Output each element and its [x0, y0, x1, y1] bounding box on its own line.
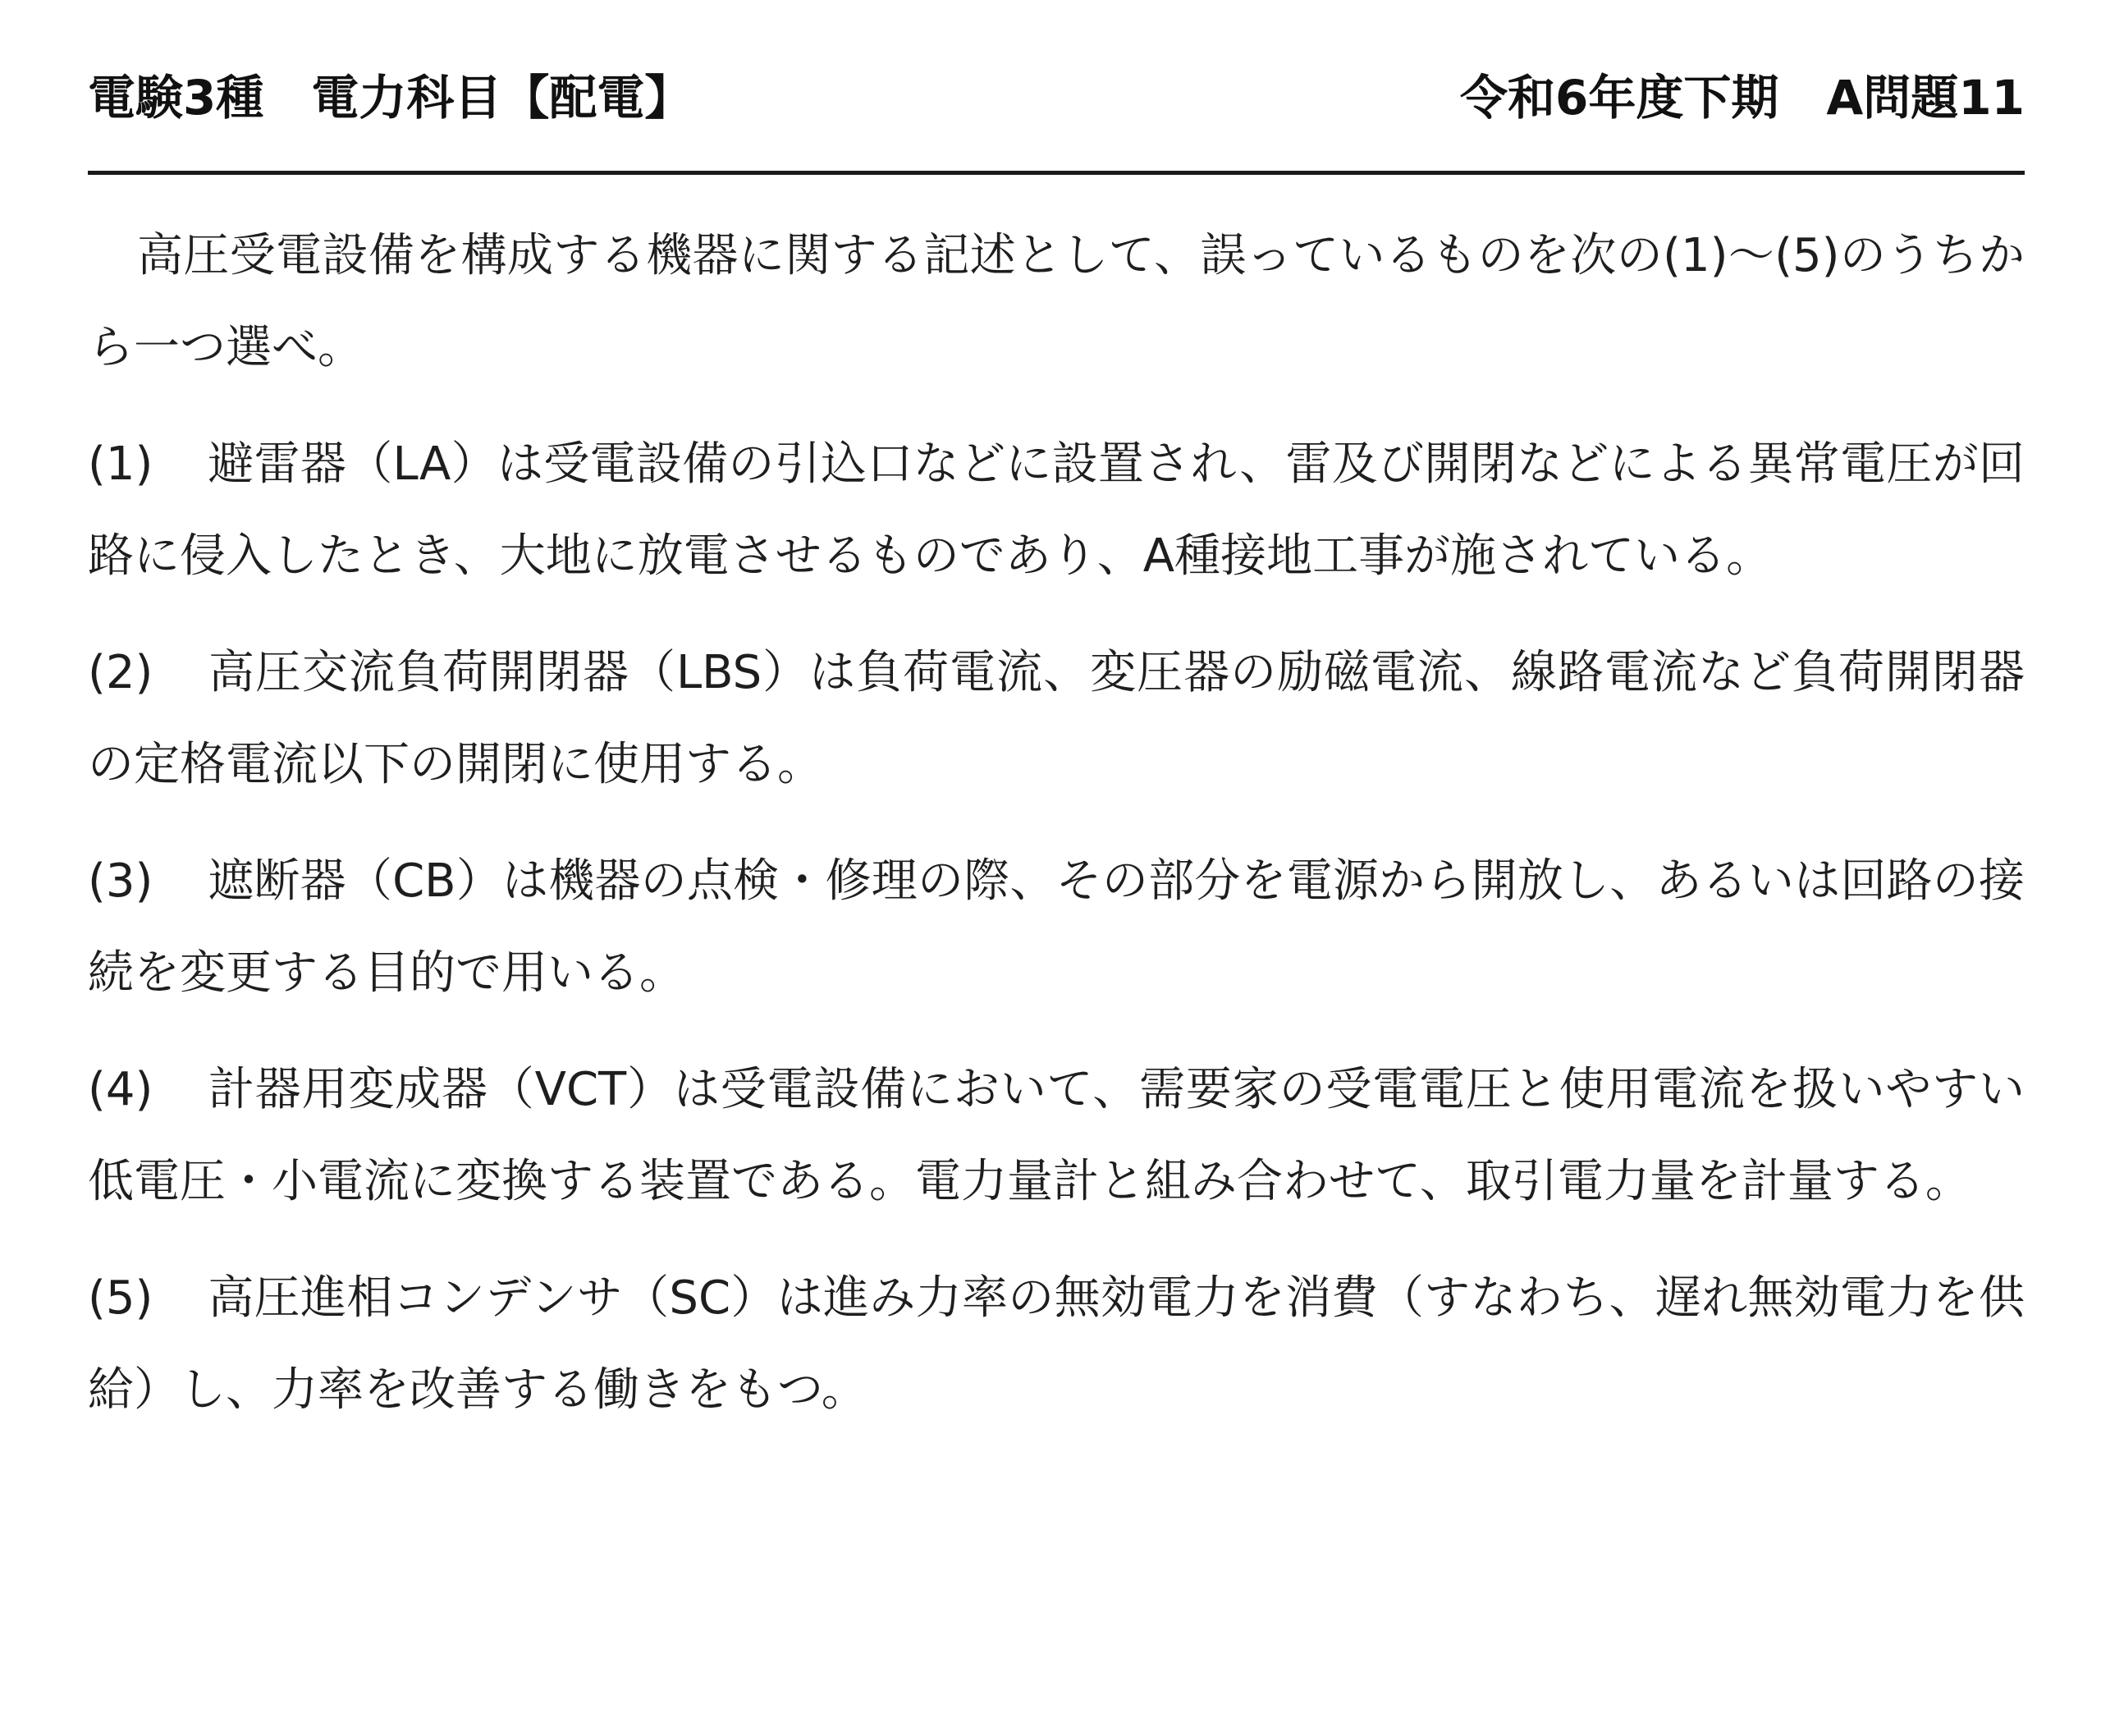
choice-3: [88, 836, 2025, 1019]
document-page: [88, 66, 2025, 1436]
choice-5: [88, 1253, 2025, 1436]
choice-text: 高圧進相コンデンサ（SC）は進み力率の無効電力を消費（すなわち、遅れ無効電力を供給）し、力率を改善する働きをもつ。: [88, 1271, 2025, 1417]
choice-text: 高圧交流負荷開閉器（LBS）は負荷電流、変圧器の励磁電流、線路電流など負荷開閉器の定格電流以下の開閉に使用する。: [88, 646, 2025, 791]
choice-4: [88, 1044, 2025, 1228]
question-body: [88, 175, 2025, 1436]
choice-number: (5): [88, 1271, 153, 1325]
subject-title: 電験3種 電力科目【配電】: [88, 70, 693, 126]
choice-2: [88, 627, 2025, 811]
choice-number: (1): [88, 437, 153, 491]
exam-session-title: 令和6年度下期 A問題11: [1460, 70, 2025, 126]
question-stem: 高圧受電設備を構成する機器に関する記述として、誤っているものを次の(1)〜(5)のうちから一つ選べ。: [88, 229, 2025, 374]
choice-number: (2): [88, 646, 153, 699]
choice-text: 避雷器（LA）は受電設備の引込口などに設置され、雷及び開閉などによる異常電圧が回路に侵入したとき、大地に放電させるものであり、A種接地工事が施されている。: [88, 437, 2025, 583]
document-header: [88, 66, 2025, 175]
choice-text: 計器用変成器（VCT）は受電設備において、需要家の受電電圧と使用電流を扱いやすい低電圧・小電流に変換する装置である。電力量計と組み合わせて、取引電力量を計量する。: [88, 1063, 2025, 1208]
choice-text: 遮断器（CB）は機器の点検・修理の際、その部分を電源から開放し、あるいは回路の接続を変更する目的で用いる。: [88, 854, 2025, 1000]
choice-number: (4): [88, 1063, 153, 1116]
choice-1: [88, 419, 2025, 602]
choice-number: (3): [88, 854, 153, 908]
